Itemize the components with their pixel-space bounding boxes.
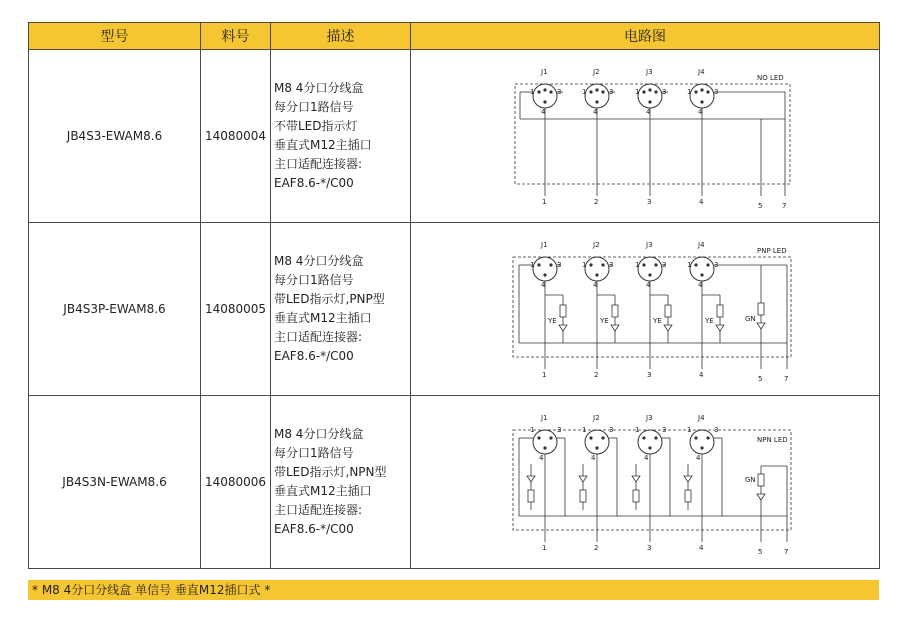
jack-label: J4 <box>698 67 705 76</box>
pin-label: 3 <box>714 425 719 434</box>
desc-line: 每分口1路信号 <box>274 446 354 460</box>
pin-label: 4 <box>593 107 598 116</box>
jack-label: J2 <box>593 413 600 422</box>
desc-line: M8 4分口分线盒 <box>274 254 364 268</box>
desc-line: EAF8.6-*/C00 <box>274 349 354 363</box>
terminal-label: 1 <box>542 543 547 552</box>
jack-group <box>540 68 705 76</box>
pin-label: 1 <box>635 260 640 269</box>
terminal-label: 7 <box>782 201 787 209</box>
terminal-label: 4 <box>699 370 704 379</box>
desc-line: 主口适配连接器: <box>274 157 363 171</box>
terminal-label: 2 <box>594 370 599 379</box>
desc-line: 垂直式M12主插口 <box>274 311 372 325</box>
terminal-label: 3 <box>647 543 652 552</box>
terminal-labels <box>542 198 786 209</box>
led-label: YE <box>548 316 557 325</box>
desc-line: EAF8.6-*/C00 <box>274 176 354 190</box>
pin-label: 3 <box>609 260 614 269</box>
jack-label: J3 <box>646 240 653 249</box>
header-circuit: 电路图 <box>411 23 880 50</box>
desc-line: 每分口1路信号 <box>274 273 354 287</box>
pin-label: 4 <box>539 453 544 462</box>
connector-icon <box>638 84 662 108</box>
header-model: 型号 <box>29 23 201 50</box>
desc-line: 主口适配连接器: <box>274 330 363 344</box>
desc-line: 不带LED指示灯 <box>274 119 358 133</box>
connector-icon <box>690 257 714 281</box>
connector-icon <box>638 430 662 454</box>
terminal-label: 5 <box>758 374 763 382</box>
pin-label: 4 <box>541 280 546 289</box>
connector-icon <box>690 84 714 108</box>
circuit-cell <box>411 396 880 569</box>
desc-line: M8 4分口分线盒 <box>274 81 364 95</box>
pin-label: 3 <box>662 87 667 96</box>
circuit-title: NO LED <box>757 73 784 82</box>
pin-label: 4 <box>646 107 651 116</box>
pin-label: 4 <box>591 453 596 462</box>
pin-label: 3 <box>609 87 614 96</box>
jack-label: J4 <box>698 413 705 422</box>
pin-label: 3 <box>662 260 667 269</box>
header-desc: 描述 <box>271 23 411 50</box>
terminal-label: 2 <box>594 543 599 552</box>
desc-cell <box>271 396 411 569</box>
jack-label: J1 <box>541 240 548 249</box>
connector-icon <box>690 430 714 454</box>
desc-line: 垂直式M12主插口 <box>274 138 372 152</box>
desc-cell <box>271 50 411 223</box>
jack-label: J1 <box>541 67 548 76</box>
desc-line: EAF8.6-*/C00 <box>274 522 354 536</box>
jack-label: J3 <box>646 67 653 76</box>
pin-label: 4 <box>698 107 703 116</box>
desc-line: M8 4分口分线盒 <box>274 427 364 441</box>
pin-label: 3 <box>714 87 719 96</box>
desc-line: 主口适配连接器: <box>274 503 363 517</box>
pin-label: 4 <box>644 453 649 462</box>
pin-label: 3 <box>557 425 562 434</box>
circuit-cell <box>411 223 880 396</box>
footer-note: * M8 4分口分线盒 单信号 垂直M12插口式 * <box>28 580 879 600</box>
pin-label: 1 <box>687 260 692 269</box>
terminal-label: 1 <box>542 197 547 206</box>
terminal-label: 2 <box>594 197 599 206</box>
connector-icon <box>638 257 662 281</box>
desc-cell <box>271 223 411 396</box>
pin-label: 3 <box>662 425 667 434</box>
jack-label: J3 <box>646 413 653 422</box>
terminal-label: 3 <box>647 197 652 206</box>
terminal-label: 7 <box>784 547 789 555</box>
jack-label: J2 <box>593 67 600 76</box>
terminal-label: 7 <box>784 374 789 382</box>
desc-line: 带LED指示灯,PNP型 <box>274 292 385 306</box>
jack-label: J1 <box>541 413 548 422</box>
pin-label: 3 <box>609 425 614 434</box>
led-label: YE <box>705 316 714 325</box>
pin-label: 1 <box>582 87 587 96</box>
jack-label: J2 <box>593 240 600 249</box>
circuit-diagram-no-led <box>495 64 795 209</box>
circuit-title: PNP LED <box>757 246 787 255</box>
terminal-label: 4 <box>699 197 704 206</box>
part-cell: 14080004 <box>201 50 271 223</box>
connector-icon <box>533 84 557 108</box>
connector-icon <box>533 430 557 454</box>
pin-label: 4 <box>696 453 701 462</box>
desc-line: 带LED指示灯,NPN型 <box>274 465 387 479</box>
pin-label: 4 <box>646 280 651 289</box>
pin-label: 4 <box>593 280 598 289</box>
part-cell: 14080005 <box>201 223 271 396</box>
terminal-label: 5 <box>758 201 763 209</box>
pin-label: 1 <box>530 87 535 96</box>
circuit-diagram-pnp-led <box>495 237 795 382</box>
pin-label: 1 <box>582 260 587 269</box>
model-cell: JB4S3P-EWAM8.6 <box>29 223 201 396</box>
terminal-label: 1 <box>542 370 547 379</box>
circuit-cell <box>411 50 880 223</box>
pin-label: 1 <box>687 425 692 434</box>
pin-label: 3 <box>557 260 562 269</box>
pin-label: 1 <box>530 425 535 434</box>
terminal-label: 5 <box>758 547 763 555</box>
pin-label: 4 <box>541 107 546 116</box>
power-led-label: GN <box>745 475 756 484</box>
circuit-title: NPN LED <box>757 435 788 444</box>
table-row <box>29 223 880 396</box>
desc-line: 每分口1路信号 <box>274 100 354 114</box>
pin-label: 1 <box>635 87 640 96</box>
connector-icon <box>585 257 609 281</box>
connector-icon <box>585 430 609 454</box>
led-label: YE <box>653 316 662 325</box>
header-row <box>29 23 880 50</box>
model-cell: JB4S3N-EWAM8.6 <box>29 396 201 569</box>
table-row <box>29 396 880 569</box>
pin-label: 1 <box>635 425 640 434</box>
circuit-diagram-npn-led <box>495 410 795 555</box>
pin-label: 1 <box>582 425 587 434</box>
led-label: YE <box>600 316 609 325</box>
header-part: 料号 <box>201 23 271 50</box>
pin-label: 4 <box>698 280 703 289</box>
connector-icon <box>585 84 609 108</box>
pin-label: 1 <box>687 87 692 96</box>
product-table <box>28 22 880 569</box>
jack-label: J4 <box>698 240 705 249</box>
pin-label: 1 <box>530 260 535 269</box>
connector-icon <box>533 257 557 281</box>
model-cell: JB4S3-EWAM8.6 <box>29 50 201 223</box>
power-led-label: GN <box>745 314 756 323</box>
terminal-label: 4 <box>699 543 704 552</box>
desc-line: 垂直式M12主插口 <box>274 484 372 498</box>
pin-label: 3 <box>557 87 562 96</box>
pin-label: 3 <box>714 260 719 269</box>
terminal-label: 3 <box>647 370 652 379</box>
part-cell: 14080006 <box>201 396 271 569</box>
table-row <box>29 50 880 223</box>
